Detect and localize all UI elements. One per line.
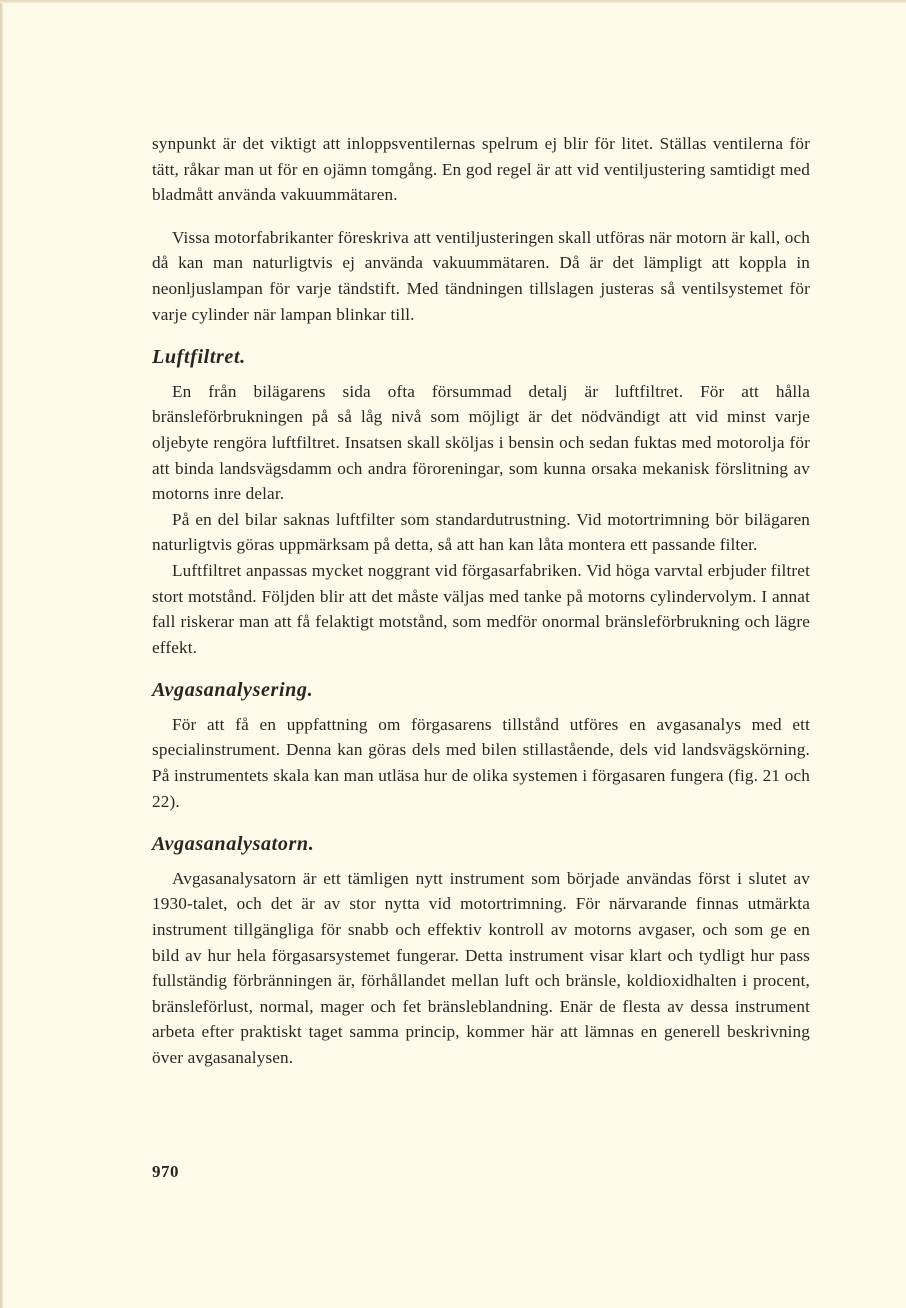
text-column [152,131,810,1071]
paragraph-air-filter-fitting: Luftfiltret anpassas mycket noggrant vid förgasarfabriken. Vid höga varvtal erbjuder filtret stort motstånd. Följden blir att det måste väljas med tanke på motorns cylindervolym. I annat fall riskerar man att få felaktigt motstånd, som medför onormal bränsleförbrukning och lägre effekt. [152,560,810,657]
paragraph-air-filter-cleaning: En från bilägarens sida ofta försummad detalj är luftfiltret. För att hålla bränsleförbrukningen på så låg nivå som möjligt är det nödvändigt att vid minst varje oljebyte rengöra luftfiltret. Insatsen skall sköljas i bensin och sedan fuktas med motorolja för att binda landsvägsdamm och andra föroreningar, som kunna orsaka mekanisk förslitning av motorns inre delar. [152,381,810,504]
paragraph-valve-adjustment: Vissa motorfabrikanter föreskriva att ventiljusteringen skall utföras när motorn är kall, och då kan man naturligtvis ej använda vakuummätaren. Då är det lämpligt att koppla in neonljuslampan för varje tändstift. Med tändningen tillslagen justeras så ventilsystemet för varje cylinder när lampan blinkar till. [152,227,810,324]
paragraph-exhaust-analyzer: Avgasanalysatorn är ett tämligen nytt instrument som började användas först i slutet av 1930-talet, och det är av stor nytta vid motortrimning. För närvarande finnas utmärkta instrument tillgängliga för snabb och effektiv kontroll av motorns avgaser, och som ge en bild av hur hela förgasarsystemet fungerar. Detta instrument visar klart och tydligt hur pass fullständig förbränningen är, förhållandet mellan luft och bränsle, koldioxidhalten i procent, bränsleförlust, normal, mager och fet bränsleblandning. Enär de flesta av dessa instrument arbeta efter praktiskt taget samma princip, kommer här att lämnas en generell beskrivning över avgasanalysen. [152,868,810,1067]
page-edge-left [0,0,3,1308]
section-heading-avgasanalysering: Avgasanalysering. [152,679,314,702]
page-edge-top [0,0,906,3]
paragraph-exhaust-analysis: För att få en uppfattning om förgasarens tillstånd utföres en avgasanalys med ett specialinstrument. Denna kan göras dels med bilen stillastående, dels vid landsvägskörning. På instrumentets skala kan man utläsa hur de olika systemen i förgasaren fungera (fig. 21 och 22). [152,714,810,811]
section-luftfiltret [152,345,810,660]
paragraph-intro-continuation: synpunkt är det viktigt att inloppsventilernas spelrum ej blir för litet. Ställas ventilerna för tätt, råkar man ut för en ojämn tomgång. En god regel är att vid ventiljustering samtidigt med bladmått använda vakuummätaren. [152,134,810,205]
paragraph-air-filter-missing: På en del bilar saknas luftfilter som standardutrustning. Vid motortrimning bör bilägaren naturligtvis göras uppmärksam på detta, så att han kan låta montera ett passande filter. [152,509,810,555]
section-heading-luftfiltret: Luftfiltret. [152,346,246,369]
section-heading-avgasanalysatorn: Avgasanalysatorn. [152,833,315,856]
section-avgasanalysatorn [152,832,810,1070]
section-avgasanalysering [152,678,810,814]
page-number: 970 [152,1162,179,1181]
